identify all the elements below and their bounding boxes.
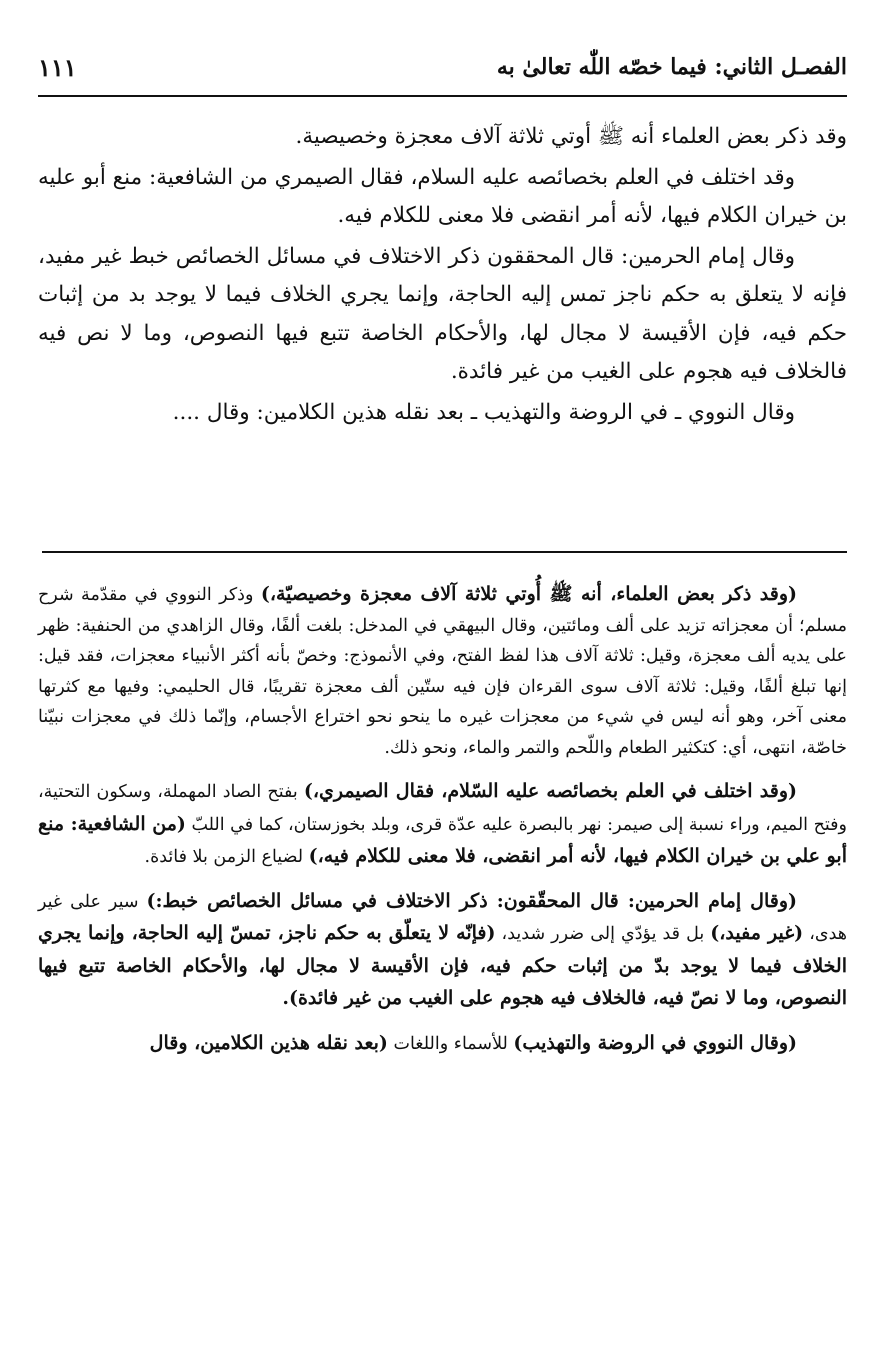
- commentary-paragraph-4: [38, 1027, 847, 1060]
- commentary-text-span: بفتح الصاد المهملة، وسكون التحتية، وفتح الميم، وراء نسبة إلى صيمر: نهر بالبصرة عليه عدّة قرى، وبلد بخوزستان، كما في اللبّ: [38, 782, 847, 835]
- quoted-matn: (فإنّه لا يتعلّق به حكم ناجز، تمسّ إليه الحاجة، وإنما يجري الخلاف فيما لا يوجد بدّ من إثبات حكم فيه، فإن الأقيسة لا مجال لها، والأحكام الخاصة تتبع فيها النصوص، وما لا نصّ فيه، فالخلاف فيه هجوم على الغيب من غير فائدة).: [38, 922, 847, 1009]
- commentary-paragraph-3: [38, 885, 847, 1015]
- commentary-text: [38, 578, 847, 1071]
- main-paragraph-1: وقد ذكر بعض العلماء أنه ﷺ أوتي ثلاثة آلاف معجزة وخصيصية.: [295, 124, 847, 149]
- running-title: الفصـل الثاني: فيما خصّه اللّٰه تعالىٰ به: [496, 54, 847, 80]
- commentary-text-span: سير على غير هدى،: [38, 891, 847, 944]
- commentary-text-span: بل قد يؤدّي إلى ضرر شديد،: [495, 924, 711, 944]
- commentary-text-span: لضياع الزمن بلا فائدة.: [144, 847, 309, 867]
- header-divider: [38, 95, 847, 97]
- quoted-matn: (غير مفيد،): [710, 922, 804, 944]
- main-paragraph-4: وقال النووي ـ في الروضة والتهذيب ـ بعد نقله هذين الكلامين: وقال ....: [172, 399, 795, 425]
- page-number: ١١١: [38, 52, 77, 82]
- commentary-paragraph-1: [38, 578, 847, 763]
- main-paragraph-2: وقد اختلف في العلم بخصائصه عليه السلام، فقال الصيمري من الشافعية: منع أبو عليه بن خيران الكلام فيها، لأنه أمر انقضى فلا معنى للكلام فيه.: [37, 164, 847, 228]
- main-paragraph-3: وقال إمام الحرمين: قال المحققون ذكر الاختلاف في مسائل الخصائص خبط غير مفيد، فإنه لا يتعلق به حكم ناجز تمس إليه الحاجة، وإنما يجري الخلاف فيما لا يوجد بد من إثبات حكم فيه، فإن الأقيسة لا مجال لها، والأحكام الخاصة تتبع فيها النصوص، وما لا نص فيه فالخلاف فيه هجوم على الغيب من غير فائدة.: [38, 243, 847, 384]
- page-header: [38, 40, 847, 94]
- quoted-matn: (بعد نقله هذين الكلامين، وقال: [149, 1031, 388, 1054]
- commentary-paragraph-2: [38, 775, 847, 873]
- quoted-matn: (وقال النووي في الروضة والتهذيب): [513, 1031, 797, 1054]
- quoted-matn: (من الشافعية: منع أبو علي بن خيران الكلام فيها، لأنه أمر انقضى، فلا معنى للكلام فيه،): [38, 812, 847, 867]
- commentary-text-span: وذكر النووي في مقدّمة شرح مسلم؛ أن معجزاته تزيد على ألف ومائتين، وقال البيهقي في المدخل: بلغت ألفًا، وقال الزاهدي من الحنفية: ظهر على يديه ألف معجزة، وقيل: ثلاثة آلاف هذا لفظ الفتح، وفي الأنموذج: وخصّ بأنه أكثر الأنبياء معجزات، فقد قيل: إنها تبلغ ألفًا، وقيل: ثلاثة آلاف سوى القرءان فإن فيه ستّين ألف معجزة تقريبًا، قال الحليمي: وفيها مع كثرتها معنى آخر، وهو أنه ليس في شيء من معجزات غيره ما ينحو نحو اختراع الأجسام، وإنّما ذلك في معجزات نبيّنا خاصّة، انتهى، أي: كتكثير الطعام واللّحم والتمر والماء، ونحو ذلك.: [38, 585, 847, 758]
- main-text: [38, 118, 847, 434]
- quoted-matn: (وقد اختلف في العلم بخصائصه عليه السّلام، فقال الصيمري،): [303, 780, 797, 802]
- commentary-divider: [42, 551, 847, 553]
- commentary-text-span: للأسماء واللغات: [387, 1033, 514, 1054]
- quoted-matn: (وقد ذكر بعض العلماء، أنه ﷺ أُوتي ثلاثة آلاف معجزة وخصيصيّة،): [260, 583, 798, 605]
- quoted-matn: (وقال إمام الحرمين: قال المحقّقون: ذكر الاختلاف في مسائل الخصائص خبط:): [146, 889, 798, 912]
